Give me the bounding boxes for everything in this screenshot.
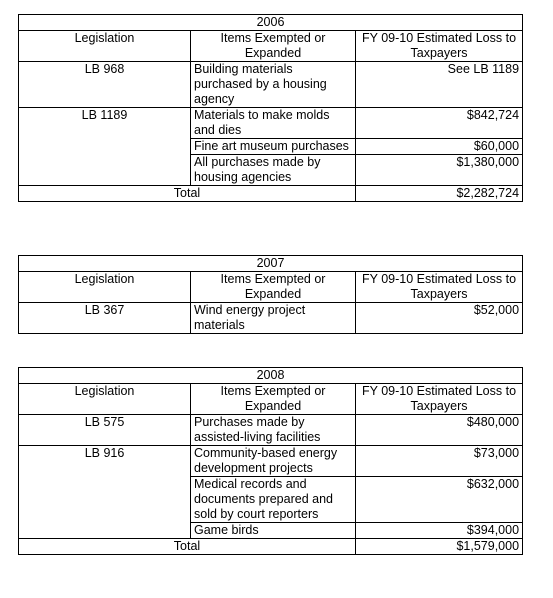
legislation-header: Legislation bbox=[19, 384, 191, 415]
table-row bbox=[19, 446, 523, 477]
legislation-header: Legislation bbox=[19, 272, 191, 303]
item-cell: Wind energy project materials bbox=[191, 303, 356, 334]
legislation-header: Legislation bbox=[19, 31, 191, 62]
loss-cell: $52,000 bbox=[356, 303, 523, 334]
table-row bbox=[19, 415, 523, 446]
loss-cell: $60,000 bbox=[356, 139, 523, 155]
legislation-cell bbox=[19, 155, 191, 186]
items-header: Items Exempted or Expanded bbox=[191, 272, 356, 303]
total-value: $2,282,724 bbox=[356, 186, 523, 202]
year-row bbox=[19, 256, 523, 272]
legislation-cell: LB 968 bbox=[19, 62, 191, 108]
legislation-cell: LB 916 bbox=[19, 446, 191, 477]
total-value: $1,579,000 bbox=[356, 539, 523, 555]
total-row bbox=[19, 186, 523, 202]
table-2008 bbox=[18, 367, 523, 555]
total-label: Total bbox=[19, 539, 356, 555]
table-row bbox=[19, 139, 523, 155]
item-cell: All purchases made by housing agencies bbox=[191, 155, 356, 186]
loss-cell: $73,000 bbox=[356, 446, 523, 477]
header-row bbox=[19, 272, 523, 303]
item-cell: Game birds bbox=[191, 523, 356, 539]
loss-cell: $632,000 bbox=[356, 477, 523, 523]
year-heading: 2008 bbox=[19, 368, 523, 384]
total-label: Total bbox=[19, 186, 356, 202]
item-cell: Purchases made by assisted-living facilities bbox=[191, 415, 356, 446]
loss-cell: See LB 1189 bbox=[356, 62, 523, 108]
loss-cell: $1,380,000 bbox=[356, 155, 523, 186]
loss-cell: $480,000 bbox=[356, 415, 523, 446]
item-cell: Materials to make molds and dies bbox=[191, 108, 356, 139]
legislation-cell: LB 367 bbox=[19, 303, 191, 334]
item-cell: Building materials purchased by a housing agency bbox=[191, 62, 356, 108]
year-row bbox=[19, 368, 523, 384]
table-row bbox=[19, 303, 523, 334]
table-row bbox=[19, 62, 523, 108]
item-cell: Community-based energy development projects bbox=[191, 446, 356, 477]
item-cell: Medical records and documents prepared and sold by court reporters bbox=[191, 477, 356, 523]
table-row bbox=[19, 108, 523, 139]
loss-header: FY 09-10 Estimated Loss to Taxpayers bbox=[356, 384, 523, 415]
table-row bbox=[19, 155, 523, 186]
year-row bbox=[19, 15, 523, 31]
items-header: Items Exempted or Expanded bbox=[191, 31, 356, 62]
table-row bbox=[19, 523, 523, 539]
table-2007 bbox=[18, 255, 523, 334]
table-row bbox=[19, 477, 523, 523]
header-row bbox=[19, 384, 523, 415]
year-heading: 2007 bbox=[19, 256, 523, 272]
loss-header: FY 09-10 Estimated Loss to Taxpayers bbox=[356, 31, 523, 62]
loss-cell: $842,724 bbox=[356, 108, 523, 139]
total-row bbox=[19, 539, 523, 555]
legislation-cell: LB 1189 bbox=[19, 108, 191, 139]
loss-header: FY 09-10 Estimated Loss to Taxpayers bbox=[356, 272, 523, 303]
legislation-cell: LB 575 bbox=[19, 415, 191, 446]
legislation-cell bbox=[19, 477, 191, 523]
legislation-cell bbox=[19, 523, 191, 539]
items-header: Items Exempted or Expanded bbox=[191, 384, 356, 415]
item-cell: Fine art museum purchases bbox=[191, 139, 356, 155]
year-heading: 2006 bbox=[19, 15, 523, 31]
header-row bbox=[19, 31, 523, 62]
loss-cell: $394,000 bbox=[356, 523, 523, 539]
legislation-cell bbox=[19, 139, 191, 155]
table-2006 bbox=[18, 14, 523, 202]
